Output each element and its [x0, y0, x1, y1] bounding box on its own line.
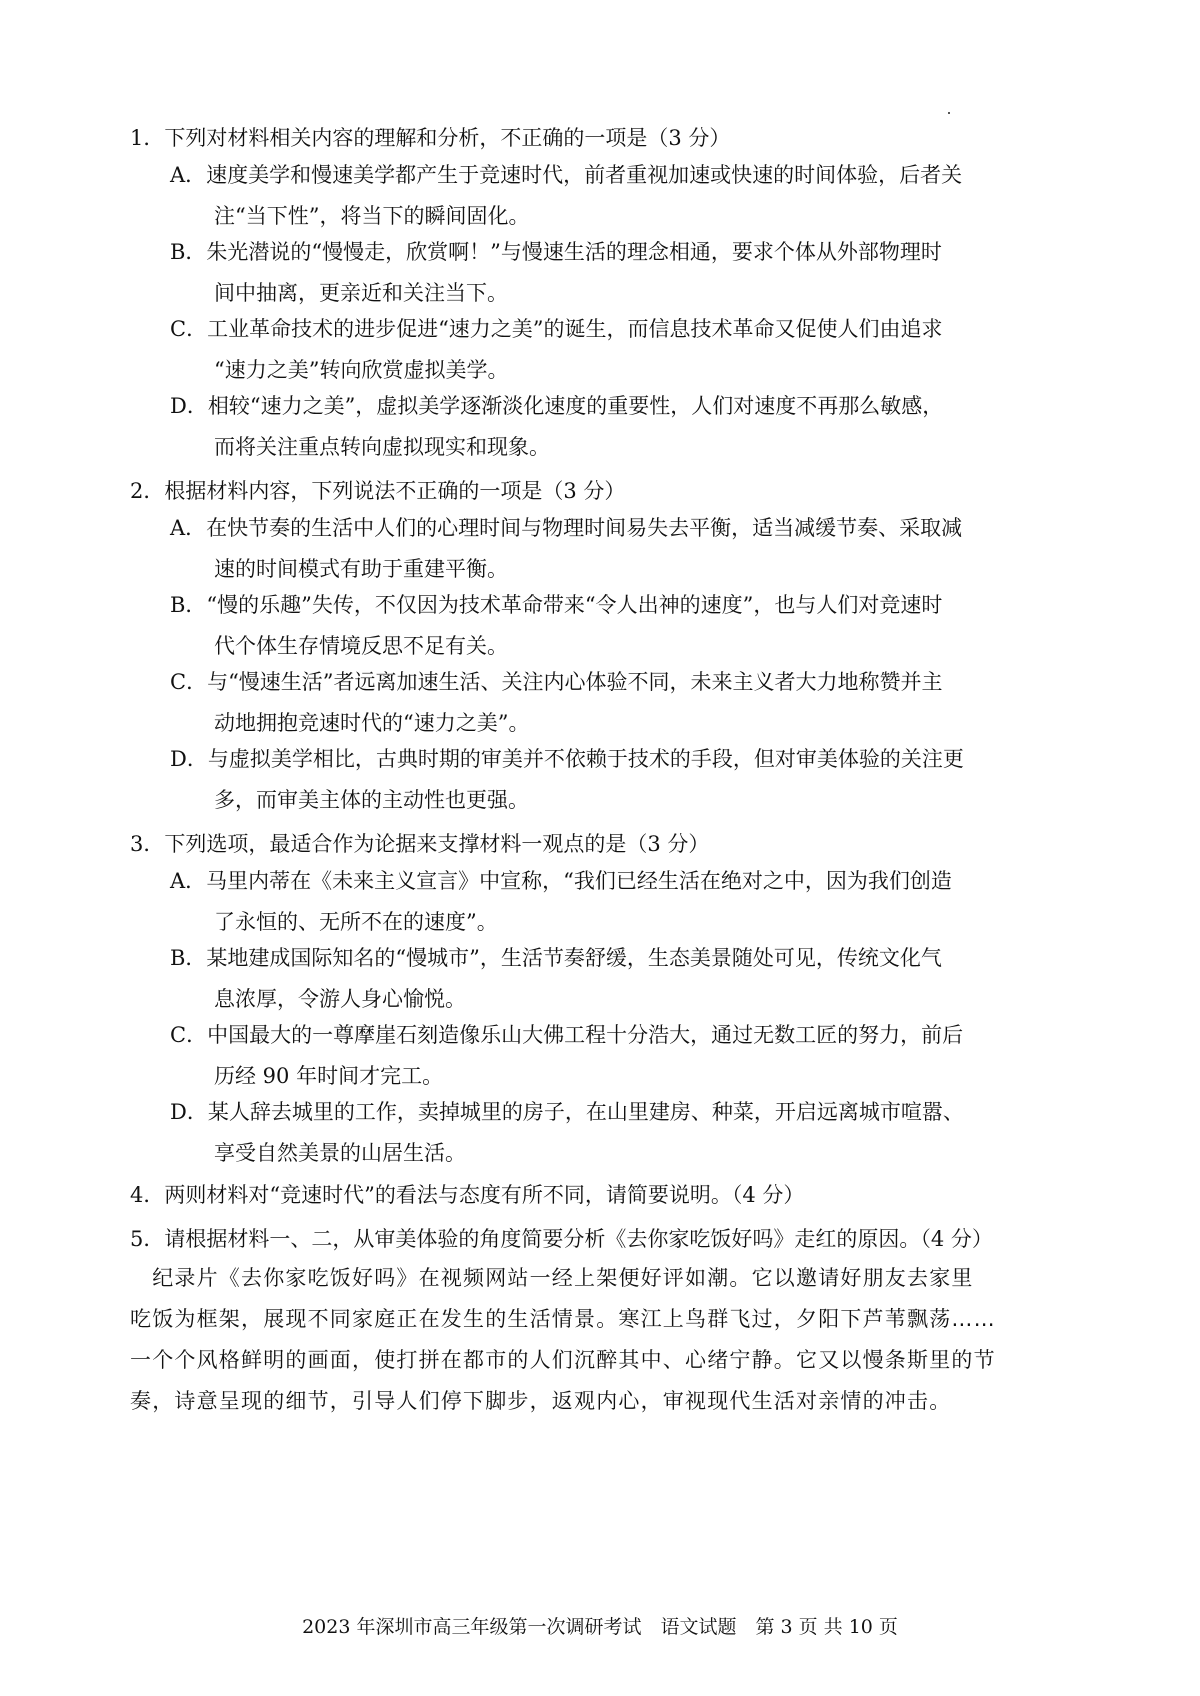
passage-line: 一个个风格鲜明的画面，使打拼在都市的人们沉醉其中、心绪宁静。它又以慢条斯里的节: [130, 1348, 996, 1372]
question-2-stem: 2．根据材料内容，下列说法不正确的一项是（3 分）: [130, 479, 626, 503]
option-line: “速力之美”转向欣赏虚拟美学。: [214, 358, 509, 382]
question-2-option-c: [170, 662, 1090, 744]
question-2-option-b: [170, 585, 1090, 667]
option-line: A．速度美学和慢速美学都产生于竞速时代，前者重视加速或快速的时间体验，后者关: [170, 163, 963, 187]
option-line: B．“慢的乐趣”失传，不仅因为技术革命带来“令人出神的速度”，也与人们对竞速时: [170, 593, 943, 617]
option-line: B．某地建成国际知名的“慢城市”，生活节奏舒缓，生态美景随处可见，传统文化气: [170, 946, 942, 970]
option-line: A．在快节奏的生活中人们的心理时间与物理时间易失去平衡，适当减缓节奏、采取减: [170, 516, 963, 540]
passage: [130, 1258, 1090, 1422]
page-footer: 2023 年深圳市高三年级第一次调研考试 语文试题 第 3 页 共 10 页: [302, 1616, 898, 1638]
question-3-option-c: [170, 1015, 1090, 1097]
option-line: 动地拥抱竞速时代的“速力之美”。: [214, 711, 530, 735]
option-line: 历经 90 年时间才完工。: [214, 1064, 444, 1088]
option-line: C．工业革命技术的进步促进“速力之美”的诞生，而信息技术革命又促使人们由追求: [170, 317, 943, 341]
option-line: 注“当下性”，将当下的瞬间固化。: [214, 204, 530, 228]
option-line: D．与虚拟美学相比，古典时期的审美并不依赖于技术的手段，但对审美体验的关注更: [170, 747, 964, 771]
option-line: 息浓厚，令游人身心愉悦。: [214, 987, 466, 1011]
passage-line: 纪录片《去你家吃饭好吗》在视频网站一经上架便好评如潮。它以邀请好朋友去家里: [130, 1266, 974, 1290]
question-3-stem: 3．下列选项，最适合作为论据来支撑材料一观点的是（3 分）: [130, 832, 710, 856]
question-5-stem: 5．请根据材料一、二，从审美体验的角度简要分析《去你家吃饭好吗》走红的原因。（4 分）: [130, 1227, 993, 1251]
question-2-option-d: [170, 739, 1090, 821]
passage-line: 奏，诗意呈现的细节，引导人们停下脚步，返观内心，审视现代生活对亲情的冲击。: [130, 1389, 952, 1413]
question-4-stem: 4．两则材料对“竞速时代”的看法与态度有所不同，请简要说明。（4 分）: [130, 1183, 805, 1207]
option-line: A．马里内蒂在《未来主义宣言》中宣称，“我们已经生活在绝对之中，因为我们创造: [170, 869, 952, 893]
option-line: D．某人辞去城里的工作，卖掉城里的房子，在山里建房、种菜，开启远离城市喧嚣、: [170, 1100, 964, 1124]
option-line: D．相较“速力之美”，虚拟美学逐渐淡化速度的重要性，人们对速度不再那么敏感，: [170, 394, 944, 418]
question-1-stem: 1．下列对材料相关内容的理解和分析，不正确的一项是（3 分）: [130, 126, 731, 150]
question-1-option-d: [170, 386, 1090, 468]
option-line: 速的时间模式有助于重建平衡。: [214, 557, 508, 581]
option-line: 享受自然美景的山居生活。: [214, 1141, 466, 1165]
option-line: C．与“慢速生活”者远离加速生活、关注内心体验不同，未来主义者大力地称赞并主: [170, 670, 943, 694]
scan-speck: [948, 112, 950, 114]
question-3-option-b: [170, 938, 1090, 1020]
question-1-option-a: [170, 155, 1090, 237]
passage-line: 吃饭为框架，展现不同家庭正在发生的生活情景。寒江上鸟群飞过，夕阳下芦苇飘荡……: [130, 1307, 996, 1331]
question-3-option-d: [170, 1092, 1090, 1174]
option-line: 而将关注重点转向虚拟现实和现象。: [214, 435, 550, 459]
question-1-option-b: [170, 232, 1090, 314]
question-1-option-c: [170, 309, 1090, 391]
option-line: C．中国最大的一尊摩崖石刻造像乐山大佛工程十分浩大，通过无数工匠的努力，前后: [170, 1023, 964, 1047]
question-3-option-a: [170, 861, 1090, 943]
question-2-option-a: [170, 508, 1090, 590]
option-line: 了永恒的、无所不在的速度”。: [214, 910, 498, 934]
option-line: 代个体生存情境反思不足有关。: [214, 634, 508, 658]
option-line: 间中抽离，更亲近和关注当下。: [214, 281, 508, 305]
option-line: 多，而审美主体的主动性也更强。: [214, 788, 529, 812]
option-line: B．朱光潜说的“慢慢走，欣赏啊！”与慢速生活的理念相通，要求个体从外部物理时: [170, 240, 942, 264]
